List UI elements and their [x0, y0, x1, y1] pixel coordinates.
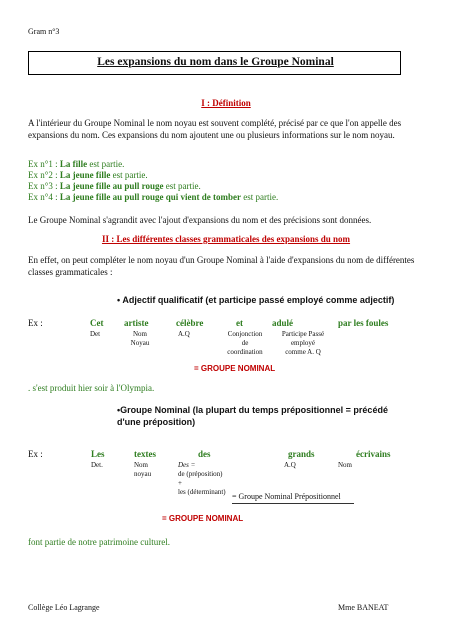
bullet-text: Adjectif qualificatif (et participe passé employé comme adjectif)	[122, 295, 395, 305]
annotation-des: Des =	[178, 461, 196, 469]
annotation-noyau: noyau	[134, 470, 152, 478]
annotation-comme-aq: comme A. Q	[285, 348, 321, 356]
footer-school: Collège Léo Lagrange	[28, 603, 100, 612]
example-suffix: est partie.	[110, 170, 148, 180]
word: artiste	[124, 318, 149, 328]
annotation-det: Det.	[91, 461, 103, 469]
example-bold: La jeune fille au pull rouge	[59, 181, 164, 191]
annotation-nom: Nom	[134, 461, 148, 469]
annotation-plus: +	[178, 479, 182, 487]
footer-teacher: Mme BANEAT	[338, 603, 389, 612]
annotation-coordination: coordination	[227, 348, 263, 356]
annotation-det: Det	[90, 330, 101, 338]
summary-sentence: Le Groupe Nominal s'agrandit avec l'ajout d'expansions du nom et des précisions sont données.	[28, 215, 372, 225]
definition-paragraph: A l'intérieur du Groupe Nominal le nom noyau est souvent complété, précisé par ce que l'on appelle des expansions du nom. Ces expansions du nom ajoutent une ou plusieurs informations sur le nom noyau.	[28, 118, 402, 140]
example-bold: La fille	[59, 159, 88, 169]
classes-paragraph: En effet, on peut compléter le nom noyau d'un Groupe Nominal à l'aide d'expansions du nom de différentes classes grammaticales :	[28, 255, 415, 277]
example-line-4	[28, 192, 278, 202]
example-bold: La jeune fille au pull rouge qui vient de tomber	[59, 192, 241, 202]
section-1-heading: I : Définition	[201, 98, 251, 108]
annotation-nom-2: Nom	[338, 461, 352, 469]
example-prefix: Ex n°1 :	[28, 159, 60, 169]
example-prefix: Ex n°2 :	[28, 170, 60, 180]
annotation-conjonction-de: de	[241, 339, 249, 347]
continuation-patrimoine: font partie de notre patrimoine culturel.	[28, 537, 170, 547]
result-groupe-nominal: = GROUPE NOMINAL	[162, 514, 244, 523]
example-prefix: Ex n°4 :	[28, 192, 60, 202]
word: textes	[134, 449, 156, 459]
continuation-olympia: . s'est produit hier soir à l'Olympia.	[28, 383, 155, 393]
gn-prepositionnel-label: = Groupe Nominal Prépositionnel	[232, 492, 341, 501]
word: et	[236, 318, 243, 328]
result-groupe-nominal: = GROUPE NOMINAL	[194, 364, 276, 373]
annotation-aq: A.Q	[284, 461, 296, 469]
example-bold: La jeune fille	[59, 170, 111, 180]
annotation-aq: A.Q	[178, 330, 190, 338]
bullet-icon: •	[117, 295, 121, 305]
example-suffix: est partie.	[87, 159, 125, 169]
word: grands	[288, 449, 315, 459]
annotation-de-preposition: de (préposition)	[178, 470, 223, 478]
word: Cet	[90, 318, 104, 328]
word: Les	[91, 449, 105, 459]
page-title: Les expansions du nom dans le Groupe Nominal	[97, 56, 334, 68]
word: adulé	[272, 318, 294, 328]
example-1-label: Ex :	[28, 318, 43, 328]
word: par les foules	[338, 318, 389, 328]
example-suffix: est partie.	[240, 192, 279, 202]
annotation-les-determinant: les (déterminant)	[178, 488, 226, 496]
word: des	[198, 449, 211, 459]
example-line-1	[28, 159, 124, 169]
annotation-nom: Nom	[133, 330, 147, 338]
bullet-icon: •	[117, 405, 121, 415]
example-line-3	[28, 181, 201, 191]
annotation-noyau: Noyau	[130, 339, 150, 347]
word: célèbre	[176, 318, 204, 328]
bullet-text: Groupe Nominal (la plupart du temps prépositionnel = précédé d'une préposition)	[117, 405, 388, 427]
annotation-participe: Participe Passé	[281, 330, 325, 338]
gn-prepositionnel-underline	[232, 503, 354, 504]
example-2-label: Ex :	[28, 449, 43, 459]
annotation-employe: employé	[290, 339, 316, 347]
bullet-adjectif	[117, 295, 394, 305]
title-box	[28, 51, 401, 75]
example-line-2	[28, 170, 148, 180]
section-2-heading: II : Les différentes classes grammaticales des expansions du nom	[101, 234, 351, 244]
example-suffix: est partie.	[163, 181, 201, 191]
annotation-conjonction: Conjonction	[227, 330, 263, 338]
word: écrivains	[356, 449, 391, 459]
example-prefix: Ex n°3 :	[28, 181, 60, 191]
bullet-groupe-nominal	[117, 405, 407, 428]
page-header-label: Gram n°3	[28, 27, 60, 36]
